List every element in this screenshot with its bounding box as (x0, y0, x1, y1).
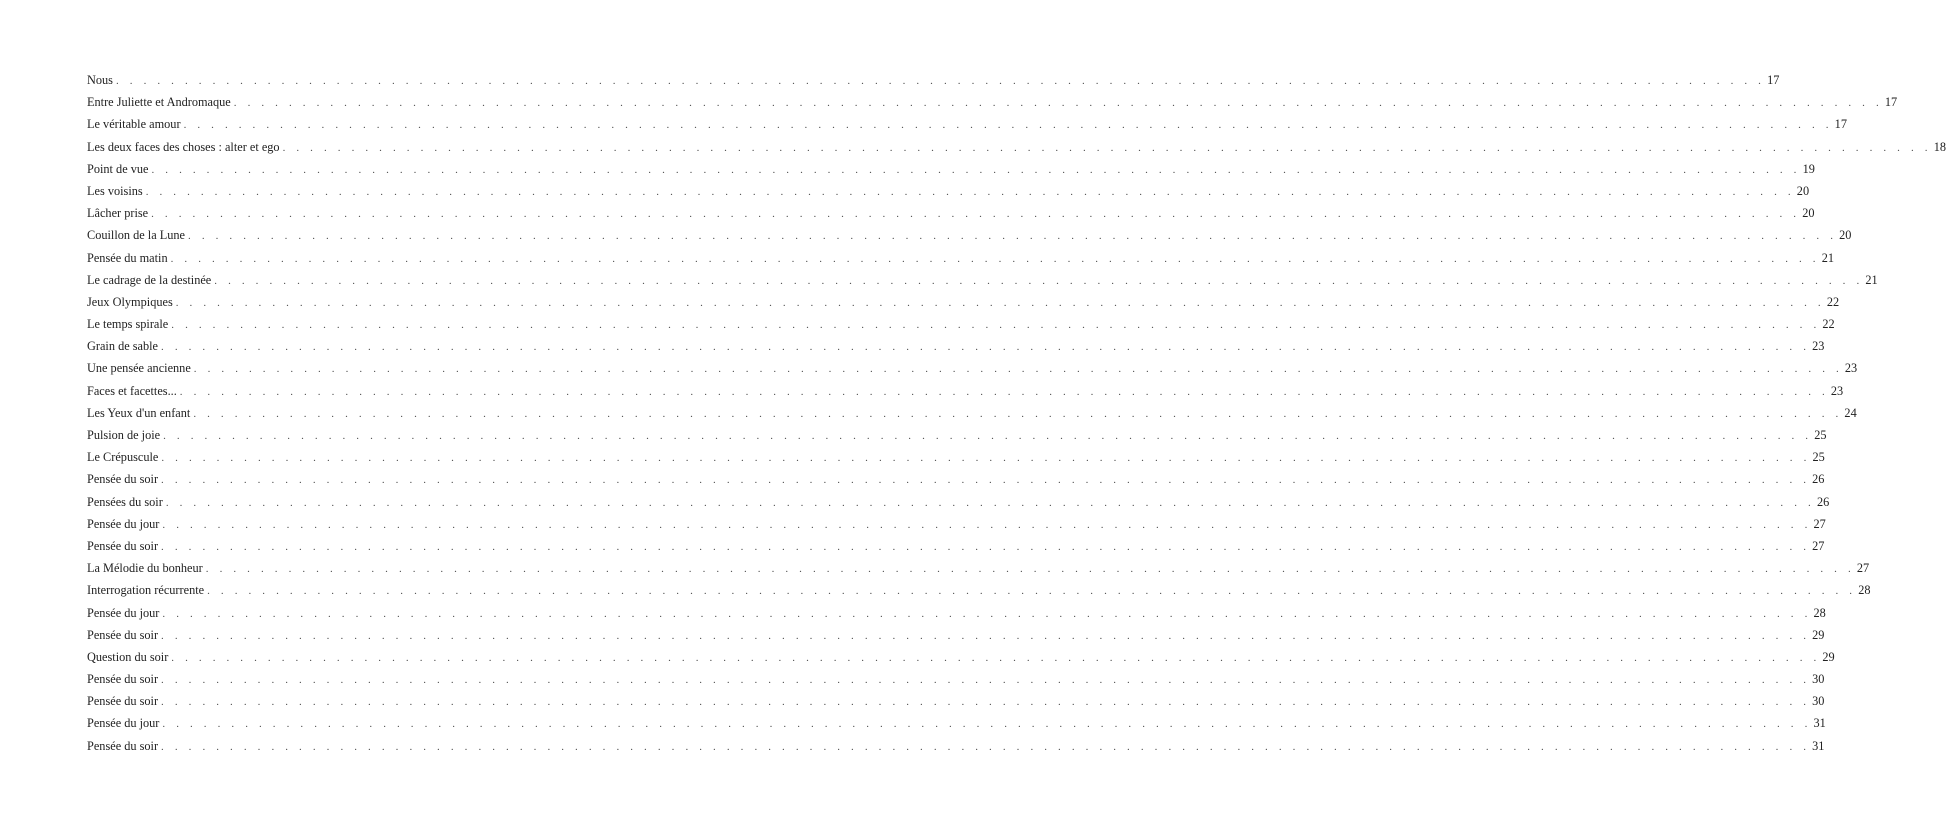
toc-entry[interactable] (87, 335, 1825, 357)
toc-entry[interactable] (87, 646, 1835, 668)
toc-entry[interactable] (87, 313, 1835, 335)
dot-leader: . . . . . . . . . . . . . . . . . . . . . . . . . . . . . . . . . . . . . . . . . . . . . . . . . . . . . . . . . . . . . . . . . . . . . . . . . . . . . . . . . . . . . . . . . . . . . . . . . . . . . . . . . . . . . . . . . . . . . . . . (163, 430, 1813, 442)
dot-leader: . . . . . . . . . . . . . . . . . . . . . . . . . . . . . . . . . . . . . . . . . . . . . . . . . . . . . . . . . . . . . . . . . . . . . . . . . . . . . . . . . . . . . . . . . . . . . . . . . . . . . . . . . . . . . . . . . . . . . . . . (161, 341, 1811, 354)
dot-leader: . . . . . . . . . . . . . . . . . . . . . . . . . . . . . . . . . . . . . . . . . . . . . . . . . . . . . . . . . . . . . . . . . . . . . . . . . . . . . . . . . . . . . . . . . . . . . . . . . . . . . . . . . . . . . . . . . . . . . . . . (233, 97, 1883, 110)
toc-entry[interactable] (87, 291, 1840, 313)
toc-entry-page-number: 22 (1826, 294, 1840, 309)
toc-entry-title: Grain de sable (87, 339, 159, 354)
toc-entry-title: Jeux Olympiques (87, 294, 173, 309)
toc-entry-page-number: 20 (1796, 183, 1810, 198)
toc-entry-page-number: 25 (1812, 450, 1825, 465)
toc-entry-title: Pensées du soir (87, 494, 163, 509)
dot-leader: . . . . . . . . . . . . . . . . . . . . . . . . . . . . . . . . . . . . . . . . . . . . . . . . . . . . . . . . . . . . . . . . . . . . . . . . . . . . . . . . . . . . . . . . . . . . . . . . . . . . . . . . . . . . . . . . . . . . . . . . (115, 75, 1766, 87)
dot-leader: . . . . . . . . . . . . . . . . . . . . . . . . . . . . . . . . . . . . . . . . . . . . . . . . . . . . . . . . . . . . . . . . . . . . . . . . . . . . . . . . . . . . . . . . . . . . . . . . . . . . . . . . . . . . . . . . . . . . . . . . (151, 208, 1801, 221)
toc-entry[interactable] (87, 402, 1857, 424)
dot-leader: . . . . . . . . . . . . . . . . . . . . . . . . . . . . . . . . . . . . . . . . . . . . . . . . . . . . . . . . . . . . . . . . . . . . . . . . . . . . . . . . . . . . . . . . . . . . . . . . . . . . . . . . . . . . . . . . . . . . . . . . (175, 296, 1825, 309)
toc-entry-title: Pensée du jour (87, 716, 160, 731)
toc-entry-page-number: 28 (1858, 583, 1871, 598)
toc-entry-title: Pensée du soir (87, 627, 159, 642)
toc-entry-page-number: 17 (1884, 95, 1898, 110)
toc-entry[interactable] (87, 668, 1825, 690)
toc-entry-page-number: 27 (1812, 538, 1825, 553)
toc-entry-page-number: 28 (1813, 605, 1826, 620)
toc-entry-title: Le Crépuscule (87, 450, 159, 465)
toc-entry-page-number: 29 (1812, 627, 1825, 642)
toc-entry-page-number: 27 (1856, 561, 1870, 576)
toc-entry-page-number: 19 (1802, 161, 1815, 176)
toc-entry-page-number: 21 (1821, 250, 1835, 265)
dot-leader: . . . . . . . . . . . . . . . . . . . . . . . . . . . . . . . . . . . . . . . . . . . . . . . . . . . . . . . . . . . . . . . . . . . . . . . . . . . . . . . . . . . . . . . . . . . . . . . . . . . . . . . . . . . . . . . . . . . . . . . . (170, 252, 1820, 265)
toc-entry-title: Pulsion de joie (87, 428, 161, 442)
toc-entry[interactable] (87, 202, 1815, 224)
dot-leader: . . . . . . . . . . . . . . . . . . . . . . . . . . . . . . . . . . . . . . . . . . . . . . . . . . . . . . . . . . . . . . . . . . . . . . . . . . . . . . . . . . . . . . . . . . . . . . . . . . . . . . . . . . . . . . . . . . . . . . . . (193, 363, 1843, 376)
toc-entry-page-number: 26 (1812, 472, 1825, 487)
toc-entry-title: Les deux faces des choses : alter et ego (87, 139, 280, 154)
dot-leader: . . . . . . . . . . . . . . . . . . . . . . . . . . . . . . . . . . . . . . . . . . . . . . . . . . . . . . . . . . . . . . . . . . . . . . . . . . . . . . . . . . . . . . . . . . . . . . . . . . . . . . . . . . . . . . . . . . . . . . . . (214, 274, 1864, 287)
dot-leader: . . . . . . . . . . . . . . . . . . . . . . . . . . . . . . . . . . . . . . . . . . . . . . . . . . . . . . . . . . . . . . . . . . . . . . . . . . . . . . . . . . . . . . . . . . . . . . . . . . . . . . . . . . . . . . . . . . . . . . . . (171, 319, 1821, 332)
toc-entry-title: Interrogation récurrente (87, 583, 205, 598)
toc-entry-page-number: 23 (1830, 383, 1844, 398)
toc-entry-page-number: 31 (1813, 716, 1826, 731)
toc-entry[interactable] (87, 113, 1847, 135)
toc-entry-title: Couillon de la Lune (87, 228, 186, 243)
dot-leader: . . . . . . . . . . . . . . . . . . . . . . . . . . . . . . . . . . . . . . . . . . . . . . . . . . . . . . . . . . . . . . . . . . . . . . . . . . . . . . . . . . . . . . . . . . . . . . . . . . . . . . . . . . . . . . . . . . . . . . . . (282, 141, 1932, 154)
toc-entry-page-number: 23 (1812, 339, 1825, 354)
toc-entry-page-number: 20 (1839, 228, 1852, 243)
dot-leader: . . . . . . . . . . . . . . . . . . . . . . . . . . . . . . . . . . . . . . . . . . . . . . . . . . . . . . . . . . . . . . . . . . . . . . . . . . . . . . . . . . . . . . . . . . . . . . . . . . . . . . . . . . . . . . . . . . . . . . . . (188, 230, 1838, 243)
toc-entry-title: Pensée du soir (87, 672, 159, 687)
dot-leader: . . . . . . . . . . . . . . . . . . . . . . . . . . . . . . . . . . . . . . . . . . . . . . . . . . . . . . . . . . . . . . . . . . . . . . . . . . . . . . . . . . . . . . . . . . . . . . . . . . . . . . . . . . . . . . . . . . . . . . . . (162, 718, 1812, 731)
toc-entry[interactable] (87, 424, 1827, 446)
dot-leader: . . . . . . . . . . . . . . . . . . . . . . . . . . . . . . . . . . . . . . . . . . . . . . . . . . . . . . . . . . . . . . . . . . . . . . . . . . . . . . . . . . . . . . . . . . . . . . . . . . . . . . . . . . . . . . . . . . . . . . . . (162, 607, 1812, 620)
toc-entry[interactable] (87, 491, 1830, 513)
toc-entry-page-number: 20 (1802, 206, 1815, 221)
toc-entry-title: Pensée du jour (87, 516, 160, 531)
toc-entry-page-number: 24 (1844, 405, 1857, 420)
dot-leader: . . . . . . . . . . . . . . . . . . . . . . . . . . . . . . . . . . . . . . . . . . . . . . . . . . . . . . . . . . . . . . . . . . . . . . . . . . . . . . . . . . . . . . . . . . . . . . . . . . . . . . . . . . . . . . . . . . . . . . . . (183, 119, 1833, 132)
toc-entry-title: Pensée du soir (87, 472, 159, 487)
toc-entry-page-number: 21 (1865, 272, 1878, 287)
toc-entry-page-number: 17 (1834, 117, 1847, 132)
dot-leader: . . . . . . . . . . . . . . . . . . . . . . . . . . . . . . . . . . . . . . . . . . . . . . . . . . . . . . . . . . . . . . . . . . . . . . . . . . . . . . . . . . . . . . . . . . . . . . . . . . . . . . . . . . . . . . . . . . . . . . . . (145, 185, 1795, 198)
toc-entry[interactable] (87, 690, 1825, 712)
toc-entry[interactable] (87, 712, 1826, 734)
table-of-contents (87, 69, 1946, 757)
dot-leader: . . . . . . . . . . . . . . . . . . . . . . . . . . . . . . . . . . . . . . . . . . . . . . . . . . . . . . . . . . . . . . . . . . . . . . . . . . . . . . . . . . . . . . . . . . . . . . . . . . . . . . . . . . . . . . . . . . . . . . . . (165, 496, 1815, 509)
dot-leader: . . . . . . . . . . . . . . . . . . . . . . . . . . . . . . . . . . . . . . . . . . . . . . . . . . . . . . . . . . . . . . . . . . . . . . . . . . . . . . . . . . . . . . . . . . . . . . . . . . . . . . . . . . . . . . . . . . . . . . . . (161, 629, 1811, 642)
toc-entry[interactable] (87, 247, 1835, 269)
toc-entry-page-number: 30 (1812, 672, 1825, 687)
toc-entry-page-number: 27 (1813, 516, 1826, 531)
dot-leader: . . . . . . . . . . . . . . . . . . . . . . . . . . . . . . . . . . . . . . . . . . . . . . . . . . . . . . . . . . . . . . . . . . . . . . . . . . . . . . . . . . . . . . . . . . . . . . . . . . . . . . . . . . . . . . . . . . . . . . . . (207, 585, 1857, 598)
toc-entry-title: Pensée du soir (87, 694, 159, 709)
toc-entry-title: Question du soir (87, 649, 169, 664)
toc-entry-title: Point de vue (87, 161, 149, 176)
toc-entry[interactable] (87, 513, 1826, 535)
toc-entry-title: Le cadrage de la destinée (87, 272, 212, 287)
toc-entry-title: Nous (87, 73, 113, 87)
dot-leader: . . . . . . . . . . . . . . . . . . . . . . . . . . . . . . . . . . . . . . . . . . . . . . . . . . . . . . . . . . . . . . . . . . . . . . . . . . . . . . . . . . . . . . . . . . . . . . . . . . . . . . . . . . . . . . . . . . . . . . . . (161, 452, 1811, 465)
toc-entry-title: Les Yeux d'un enfant (87, 405, 191, 420)
toc-entry[interactable] (87, 468, 1825, 490)
toc-entry-title: Entre Juliette et Andromaque (87, 95, 231, 110)
toc-entry[interactable] (87, 158, 1815, 180)
dot-leader: . . . . . . . . . . . . . . . . . . . . . . . . . . . . . . . . . . . . . . . . . . . . . . . . . . . . . . . . . . . . . . . . . . . . . . . . . . . . . . . . . . . . . . . . . . . . . . . . . . . . . . . . . . . . . . . . . . . . . . . . (171, 651, 1821, 664)
dot-leader: . . . . . . . . . . . . . . . . . . . . . . . . . . . . . . . . . . . . . . . . . . . . . . . . . . . . . . . . . . . . . . . . . . . . . . . . . . . . . . . . . . . . . . . . . . . . . . . . . . . . . . . . . . . . . . . . . . . . . . . . (161, 674, 1811, 687)
dot-leader: . . . . . . . . . . . . . . . . . . . . . . . . . . . . . . . . . . . . . . . . . . . . . . . . . . . . . . . . . . . . . . . . . . . . . . . . . . . . . . . . . . . . . . . . . . . . . . . . . . . . . . . . . . . . . . . . . . . . . . . . (161, 474, 1811, 487)
toc-entry[interactable] (87, 136, 1946, 158)
toc-entry[interactable] (87, 535, 1825, 557)
toc-entry-title: Les voisins (87, 183, 143, 198)
toc-entry-page-number: 18 (1933, 139, 1946, 154)
dot-leader: . . . . . . . . . . . . . . . . . . . . . . . . . . . . . . . . . . . . . . . . . . . . . . . . . . . . . . . . . . . . . . . . . . . . . . . . . . . . . . . . . . . . . . . . . . . . . . . . . . . . . . . . . . . . . . . . . . . . . . . . (179, 385, 1829, 398)
toc-entry[interactable] (87, 624, 1825, 646)
toc-entry-title: Le véritable amour (87, 117, 181, 132)
toc-entry-page-number: 23 (1844, 361, 1858, 376)
toc-entry[interactable] (87, 557, 1870, 579)
dot-leader: . . . . . . . . . . . . . . . . . . . . . . . . . . . . . . . . . . . . . . . . . . . . . . . . . . . . . . . . . . . . . . . . . . . . . . . . . . . . . . . . . . . . . . . . . . . . . . . . . . . . . . . . . . . . . . . . . . . . . . . . (162, 518, 1812, 531)
toc-entry[interactable] (87, 180, 1810, 202)
dot-leader: . . . . . . . . . . . . . . . . . . . . . . . . . . . . . . . . . . . . . . . . . . . . . . . . . . . . . . . . . . . . . . . . . . . . . . . . . . . . . . . . . . . . . . . . . . . . . . . . . . . . . . . . . . . . . . . . . . . . . . . . (205, 563, 1855, 576)
toc-entry[interactable] (87, 357, 1858, 379)
toc-entry-page-number: 29 (1822, 649, 1835, 664)
toc-entry[interactable] (87, 579, 1871, 601)
dot-leader: . . . . . . . . . . . . . . . . . . . . . . . . . . . . . . . . . . . . . . . . . . . . . . . . . . . . . . . . . . . . . . . . . . . . . . . . . . . . . . . . . . . . . . . . . . . . . . . . . . . . . . . . . . . . . . . . . . . . . . . . (151, 163, 1801, 176)
toc-entry-title: La Mélodie du bonheur (87, 561, 203, 576)
toc-entry-page-number: 25 (1814, 428, 1827, 442)
toc-entry-title: Pensée du soir (87, 738, 159, 753)
dot-leader: . . . . . . . . . . . . . . . . . . . . . . . . . . . . . . . . . . . . . . . . . . . . . . . . . . . . . . . . . . . . . . . . . . . . . . . . . . . . . . . . . . . . . . . . . . . . . . . . . . . . . . . . . . . . . . . . . . . . . . . . (161, 696, 1811, 709)
toc-entry[interactable] (87, 602, 1826, 624)
toc-entry[interactable] (87, 91, 1898, 113)
toc-entry[interactable] (87, 269, 1878, 291)
toc-entry-page-number: 31 (1812, 738, 1825, 753)
toc-entry[interactable] (87, 224, 1852, 246)
toc-entry-page-number: 22 (1822, 317, 1835, 332)
toc-entry-title: Pensée du soir (87, 538, 159, 553)
dot-leader: . . . . . . . . . . . . . . . . . . . . . . . . . . . . . . . . . . . . . . . . . . . . . . . . . . . . . . . . . . . . . . . . . . . . . . . . . . . . . . . . . . . . . . . . . . . . . . . . . . . . . . . . . . . . . . . . . . . . . . . . (193, 407, 1843, 420)
toc-entry[interactable] (87, 735, 1825, 757)
toc-entry-title: Lâcher prise (87, 206, 149, 221)
toc-entry[interactable] (87, 446, 1825, 468)
toc-entry[interactable] (87, 380, 1844, 402)
toc-entry-title: Faces et facettes... (87, 383, 177, 398)
toc-entry-title: Une pensée ancienne (87, 361, 191, 376)
toc-entry-page-number: 17 (1767, 73, 1780, 87)
toc-entry-page-number: 26 (1816, 494, 1830, 509)
toc-entry-title: Le temps spirale (87, 317, 169, 332)
dot-leader: . . . . . . . . . . . . . . . . . . . . . . . . . . . . . . . . . . . . . . . . . . . . . . . . . . . . . . . . . . . . . . . . . . . . . . . . . . . . . . . . . . . . . . . . . . . . . . . . . . . . . . . . . . . . . . . . . . . . . . . . (161, 740, 1811, 753)
dot-leader: . . . . . . . . . . . . . . . . . . . . . . . . . . . . . . . . . . . . . . . . . . . . . . . . . . . . . . . . . . . . . . . . . . . . . . . . . . . . . . . . . . . . . . . . . . . . . . . . . . . . . . . . . . . . . . . . . . . . . . . . (161, 540, 1811, 553)
toc-entry[interactable] (87, 69, 1780, 91)
toc-entry-page-number: 30 (1812, 694, 1825, 709)
toc-entry-title: Pensée du matin (87, 250, 168, 265)
toc-entry-title: Pensée du jour (87, 605, 160, 620)
